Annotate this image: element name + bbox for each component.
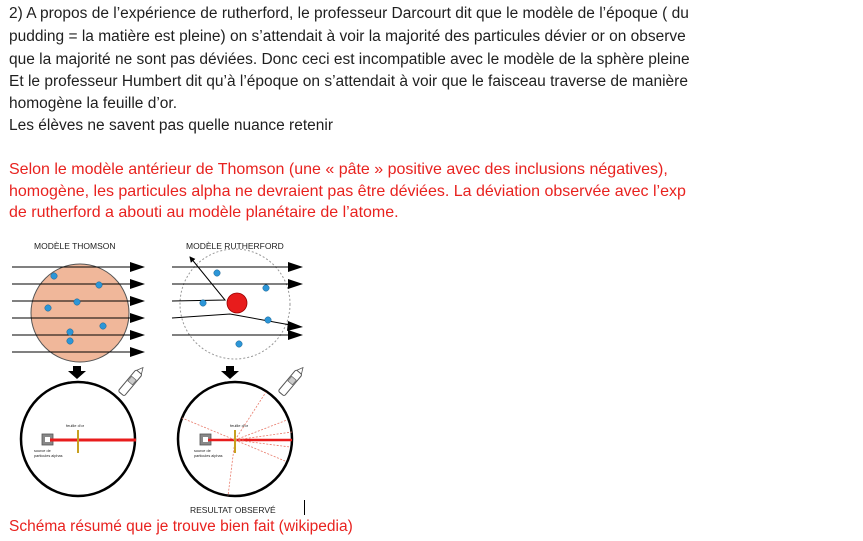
question-line-3: que la majorité ne sont pas déviées. Donc ceci est incompatible avec le modèle de la sphère pleine — [9, 51, 690, 68]
thomson-title: MODÈLE THOMSON — [34, 241, 116, 251]
arrow-head — [288, 330, 303, 340]
source-label: particules alphas — [194, 454, 223, 458]
rutherford-title: MODÈLE RUTHERFORD — [186, 241, 284, 251]
deflected-ray — [172, 257, 225, 301]
electron — [100, 323, 106, 329]
microscope-icon — [118, 365, 146, 396]
question-line-6: Les élèves ne savent pas quelle nuance retenir — [9, 117, 333, 134]
question-line-2: pudding = la matière est pleine) on s’attendait à voir la majorité des particules dévier or on observe — [9, 28, 686, 45]
source-label: particules alphas — [34, 454, 63, 458]
electron — [214, 270, 220, 276]
arrow-head — [130, 262, 145, 272]
arrow-head — [130, 347, 145, 357]
electron — [45, 305, 51, 311]
electron — [200, 300, 206, 306]
rutherford-model — [172, 249, 303, 359]
foil-label: feuille d'or — [66, 423, 85, 428]
down-arrow-icon — [68, 366, 86, 379]
arrow-head — [288, 279, 303, 289]
answer-line-1: Selon le modèle antérieur de Thomson (une « pâte » positive avec des inclusions négatives), — [9, 161, 668, 178]
foil-label: feuille d'or — [230, 423, 249, 428]
source-label: source de — [194, 449, 211, 453]
arrow-head — [130, 296, 145, 306]
rutherford-diagram — [0, 232, 320, 522]
rutherford-experiment — [178, 382, 292, 496]
answer-line-3: de rutherford a abouti au modèle planétaire de l’atome. — [9, 204, 399, 221]
electron — [236, 341, 242, 347]
source-label: source de — [34, 449, 51, 453]
alpha-source-slot — [203, 437, 208, 442]
electron — [96, 282, 102, 288]
arrow-head — [130, 279, 145, 289]
arrow-head — [288, 262, 303, 272]
question-line-5: homogène la feuille d’or. — [9, 95, 178, 112]
result-label: RESULTAT OBSERVÉ — [190, 505, 276, 515]
arrow-head — [130, 313, 145, 323]
electron — [51, 273, 57, 279]
electron — [74, 299, 80, 305]
figure-caption: Schéma résumé que je trouve bien fait (wikipedia) — [9, 518, 353, 535]
electron — [263, 285, 269, 291]
deflected-ray — [172, 314, 296, 326]
electron — [67, 329, 73, 335]
thomson-experiment — [21, 382, 136, 496]
question-line-4: Et le professeur Humbert dit qu’à l’époque on s’attendait à voir que le faisceau traverse de manière — [9, 73, 688, 90]
nucleus — [227, 293, 247, 313]
down-arrow-icon — [221, 366, 239, 379]
text-cursor — [304, 500, 305, 515]
thomson-model — [12, 262, 145, 362]
electron — [67, 338, 73, 344]
answer-line-2: homogène, les particules alpha ne devraient pas être déviées. La déviation observée avec l’exp — [9, 183, 686, 200]
arrow-head — [130, 330, 145, 340]
microscope-icon — [278, 365, 306, 396]
alpha-source-slot — [45, 437, 50, 442]
pudding-sphere — [31, 264, 129, 362]
question-line-1: 2) A propos de l’expérience de rutherford, le professeur Darcourt dit que le modèle de l’époque ( du — [9, 5, 689, 22]
arrow-head — [287, 321, 303, 331]
electron — [265, 317, 271, 323]
